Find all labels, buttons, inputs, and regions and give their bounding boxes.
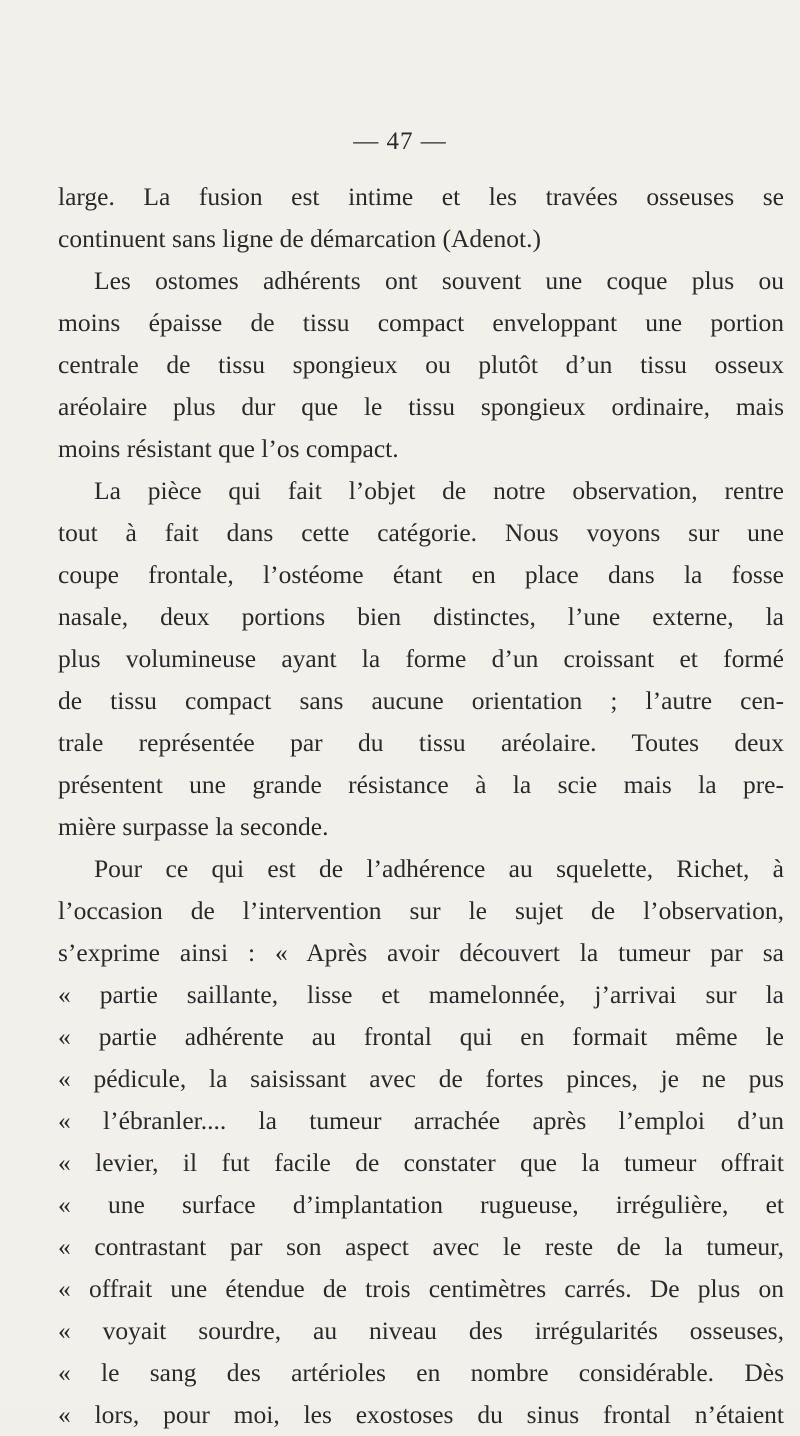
text-line: centrale de tissu spongieux ou plutôt d’un tissu osseux <box>58 350 784 379</box>
text-line: moins résistant que l’os compact. <box>58 434 399 463</box>
text-line: s’exprime ainsi : « Après avoir découvert la tumeur par sa <box>58 938 784 967</box>
text-line: Les ostomes adhérents ont souvent une coque plus ou <box>94 266 784 295</box>
text-line: nasale, deux portions bien distinctes, l’une externe, la <box>58 602 784 631</box>
text-line: coupe frontale, l’ostéome étant en place dans la fosse <box>58 560 784 589</box>
text-line: large. La fusion est intime et les travées osseuses se <box>58 182 784 211</box>
text-line: Pour ce qui est de l’adhérence au squelette, Richet, à <box>94 854 784 883</box>
text-line: « lors, pour moi, les exostoses du sinus frontal n’étaient <box>58 1400 784 1429</box>
text-line: « partie adhérente au frontal qui en formait même le <box>58 1022 784 1051</box>
text-line: de tissu compact sans aucune orientation ; l’autre cen- <box>58 686 784 715</box>
text-line: « voyait sourdre, au niveau des irrégularités osseuses, <box>58 1316 784 1345</box>
text-line: « levier, il fut facile de constater que la tumeur offrait <box>58 1148 784 1177</box>
text-line: mière surpasse la seconde. <box>58 812 329 841</box>
text-line: plus volumineuse ayant la forme d’un croissant et formé <box>58 644 784 673</box>
text-line: « le sang des artérioles en nombre considérable. Dès <box>58 1358 784 1387</box>
text-line: « partie saillante, lisse et mamelonnée, j’arrivai sur la <box>58 980 784 1009</box>
text-line: « contrastant par son aspect avec le reste de la tumeur, <box>58 1232 784 1261</box>
text-line: l’occasion de l’intervention sur le sujet de l’observation, <box>58 896 784 925</box>
text-line: moins épaisse de tissu compact enveloppant une portion <box>58 308 784 337</box>
text-line: continuent sans ligne de démarcation (Adenot.) <box>58 224 541 253</box>
text-line: trale représentée par du tissu aréolaire. Toutes deux <box>58 728 784 757</box>
text-line: La pièce qui fait l’objet de notre observation, rentre <box>94 476 784 505</box>
body-text <box>58 176 784 1436</box>
text-line: présentent une grande résistance à la scie mais la pre- <box>58 770 784 799</box>
text-line: « pédicule, la saisissant avec de fortes pinces, je ne pus <box>58 1064 784 1093</box>
text-line: « l’ébranler.... la tumeur arrachée après l’emploi d’un <box>58 1106 784 1135</box>
text-line: tout à fait dans cette catégorie. Nous voyons sur une <box>58 518 784 547</box>
page-number: — 47 — <box>353 128 447 155</box>
text-line: « offrait une étendue de trois centimètres carrés. De plus on <box>58 1274 784 1303</box>
text-line: « une surface d’implantation rugueuse, irrégulière, et <box>58 1190 784 1219</box>
text-line: aréolaire plus dur que le tissu spongieux ordinaire, mais <box>58 392 784 421</box>
